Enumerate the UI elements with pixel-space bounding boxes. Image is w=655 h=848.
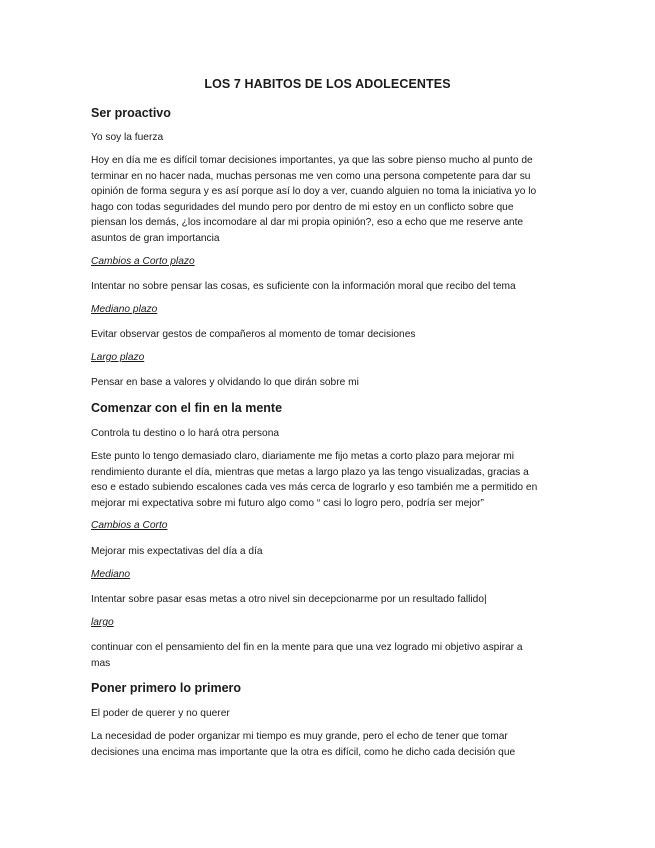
section-heading-comenzar: Comenzar con el fin en la mente — [91, 401, 283, 415]
body-line: mejorar mi expectativa sobre mi futuro algo como “ casi lo logro pero, podría ser mejor” — [91, 497, 484, 509]
body-line: terminar en no hacer nada, muchas personas me ven como una persona competente para dar su — [91, 170, 531, 182]
long-term-text: Pensar en base a valores y olvidando lo que dirán sobre mi — [91, 377, 359, 388]
body-line: piensan los demás, ¿los incomodare al dar mi propia opinión?, eso a echo que me reserve ante — [91, 217, 524, 229]
body-line: Este punto lo tengo demasiado claro, diariamente me fijo metas a corto plazo para mejorar mi — [91, 451, 514, 462]
section-subtitle: Yo soy la fuerza — [91, 132, 164, 143]
body-line: La necesidad de poder organizar mi tiempo es muy grande, pero el echo de tener que tomar — [91, 731, 508, 742]
body-line: decisiones una encima mas importante que la otra es difícil, como he dicho cada decisión que — [91, 746, 516, 758]
body-line: continuar con el pensamiento del fin en la mente para que una vez logrado mi objetivo aspirar a — [91, 642, 523, 653]
body-line: hago con todas seguridades del mundo pero por dentro de mi estoy en un conflicto sobre que — [91, 201, 514, 213]
body-line: eso e estado subiendo escalones cada ves más cerca de lograrlo y eso también me a permitido en — [91, 482, 538, 494]
body-line: mas — [91, 657, 111, 669]
medium-term-label: Mediano plazo — [91, 304, 158, 315]
section-body-paragraph — [91, 729, 571, 760]
short-term-text: Intentar no sobre pensar las cosas, es suficiente con la información moral que recibo del tema — [91, 281, 516, 292]
body-line: asuntos de gran importancia — [91, 232, 220, 244]
short-term-text: Mejorar mis expectativas del día a día — [91, 546, 263, 557]
document-title: LOS 7 HABITOS DE LOS ADOLECENTES — [204, 77, 451, 91]
medium-term-text: Evitar observar gestos de compañeros al momento de tomar decisiones — [91, 329, 416, 340]
short-term-label: Cambios a Corto — [91, 520, 168, 531]
long-term-label: Largo plazo — [91, 352, 145, 363]
section-subtitle: Controla tu destino o lo hará otra persona — [91, 428, 280, 439]
section-heading-ser-proactivo: Ser proactivo — [91, 106, 171, 120]
section-body-paragraph — [91, 449, 571, 511]
long-term-text — [91, 640, 571, 671]
medium-term-text: Intentar sobre pasar esas metas a otro nivel sin decepcionarme por un resultado fallido| — [91, 594, 487, 605]
body-line: Hoy en día me es difícil tomar decisiones importantes, ya que las sobre pienso mucho al punto de — [91, 155, 533, 166]
section-subtitle: El poder de querer y no querer — [91, 708, 230, 719]
medium-term-label: Mediano — [91, 569, 131, 580]
short-term-label: Cambios a Corto plazo — [91, 256, 195, 267]
section-heading-poner-primero: Poner primero lo primero — [91, 681, 242, 695]
body-line: opinión de forma segura y es así porque así lo doy a ver, cuando alguien no toma la iniciativa yo lo — [91, 186, 537, 198]
body-line: rendimiento durante el día, mientras que metas a largo plazo ya las tengo visualizadas, gracias a — [91, 466, 529, 478]
long-term-label: largo — [91, 617, 114, 628]
section-body-paragraph — [91, 153, 571, 247]
